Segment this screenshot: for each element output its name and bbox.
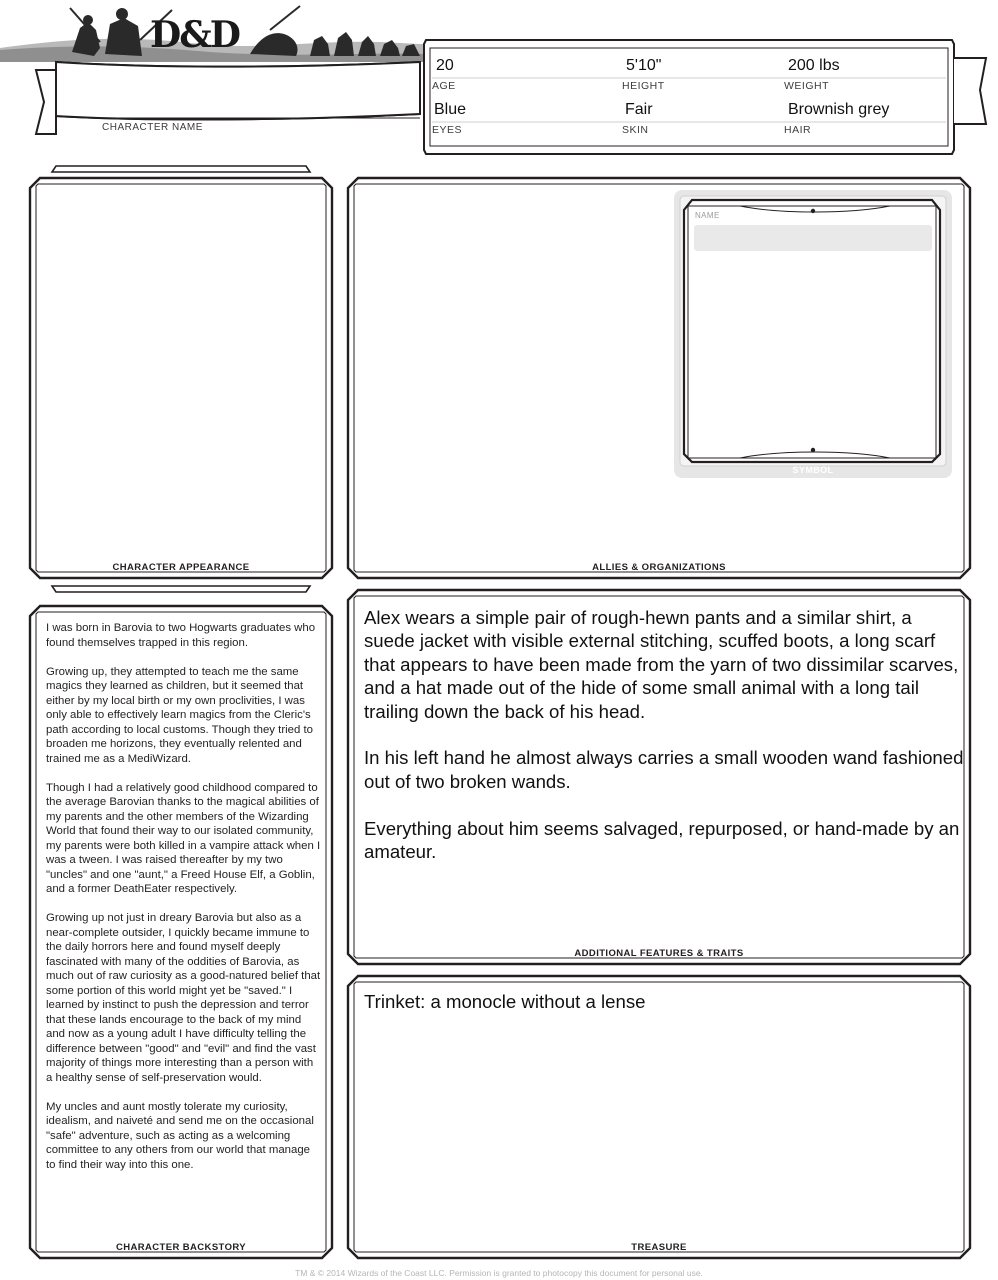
features-paragraph: Alex wears a simple pair of rough-hewn pants and a similar shirt, a suede jacket with visible external stitching, scuffed boots, a long scarf that appears to have been made from the yarn of two dissimilar scarves, and a hat made out of the hide of some small animal with a long tail trailing down the back of his head. bbox=[364, 607, 959, 722]
backstory-label: CHARACTER BACKSTORY bbox=[115, 1242, 247, 1253]
allies-label: ALLIES & ORGANIZATIONS bbox=[592, 562, 726, 573]
footer-copyright: TM & © 2014 Wizards of the Coast LLC. Permission is granted to photocopy this document for personal use. bbox=[295, 1268, 703, 1278]
hair-label: HAIR bbox=[784, 124, 812, 136]
treasure-text[interactable]: Trinket: a monocle without a lense bbox=[364, 991, 646, 1012]
weight-label: WEIGHT bbox=[784, 80, 829, 92]
treasure-label: TREASURE bbox=[631, 1242, 687, 1253]
features-paragraph: In his left hand he almost always carries a small wooden wand fashioned out of two broken wands. bbox=[364, 747, 964, 792]
height-label: HEIGHT bbox=[622, 80, 665, 92]
hair-value[interactable]: Brownish grey bbox=[788, 101, 890, 118]
backstory-paragraph: Growing up not just in dreary Barovia but also as a near-complete outsider, I quickly became immune to the daily horrors here and found myself deeply fascinated with many of the oddities of Barovia, as much out of raw curiosity as a good-natured belief that some portion of this world might yet be "saved." I learned by instinct to push the depression and terror that these lands encourage to the back of my mind and now as a young adult I have difficulty telling the difference between "good" and "evil" and find the vast majority of things more interesting than a person with a healthy sense of self-preservation would. bbox=[46, 912, 321, 1084]
features-text[interactable] bbox=[364, 606, 964, 887]
backstory-paragraph: My uncles and aunt mostly tolerate my curiosity, idealism, and naiveté and send me on the occasional "safe" adventure, such as acting as a welcoming committee to any others from our world that manage to find their way into this one. bbox=[46, 1100, 314, 1171]
age-label: AGE bbox=[432, 80, 456, 92]
backstory-paragraph: I was born in Barovia to two Hogwarts graduates who found themselves trapped in this region. bbox=[46, 622, 316, 649]
symbol-name-label: NAME bbox=[695, 211, 720, 220]
backstory-text[interactable] bbox=[46, 621, 322, 1187]
skin-value[interactable]: Fair bbox=[625, 101, 653, 118]
weight-value[interactable]: 200 lbs bbox=[788, 57, 840, 74]
eyes-label: EYES bbox=[432, 124, 463, 136]
skin-label: SKIN bbox=[622, 124, 649, 136]
backstory-paragraph: Growing up, they attempted to teach me the same magics they learned as children, but it seemed that either by my local birth or my own proclivities, I was only able to effectively learn magics from the Cleric's path according to local customs. Though they tried to broaden me horizons, they eventually relented and trained me as a MediWizard. bbox=[46, 665, 313, 765]
features-label: ADDITIONAL FEATURES & TRAITS bbox=[574, 948, 744, 959]
symbol-label: SYMBOL bbox=[792, 465, 834, 475]
age-value[interactable]: 20 bbox=[436, 57, 454, 74]
dnd-logo: D&D bbox=[150, 14, 239, 56]
appearance-label: CHARACTER APPEARANCE bbox=[112, 562, 250, 573]
backstory-paragraph: Though I had a relatively good childhood compared to the average Barovian thanks to the magical abilities of my parents and the other members of the Wizarding World that found their way to our isolated community, my parents were both killed in a vampire attack when I was a tween. I was raised thereafter by my two "uncles" and one "aunt," a Freed House Elf, a Goblin, and a former DeathEater respectively. bbox=[46, 781, 321, 895]
eyes-value[interactable]: Blue bbox=[434, 101, 467, 118]
features-paragraph: Everything about him seems salvaged, repurposed, or hand-made by an amateur. bbox=[364, 817, 960, 863]
character-name-label: CHARACTER NAME bbox=[102, 122, 203, 133]
height-value[interactable]: 5'10" bbox=[626, 57, 662, 74]
